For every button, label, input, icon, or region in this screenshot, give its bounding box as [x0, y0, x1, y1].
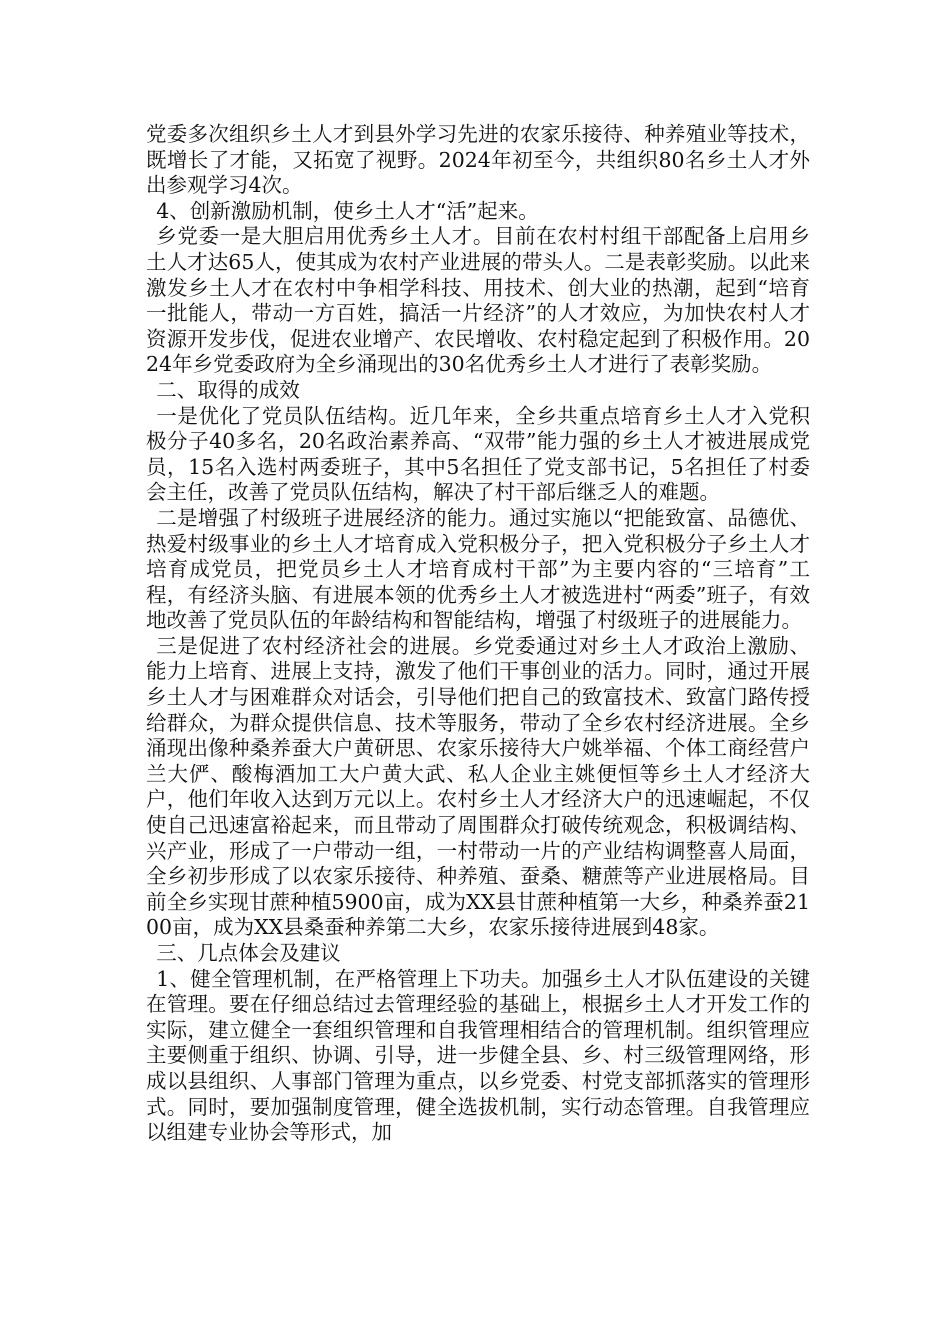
- heading-incentive-mechanism: 4、创新激励机制，使乡土人才“活”起来。: [156, 198, 539, 223]
- paragraph-talent-commendation: 乡党委一是大胆启用优秀乡土人才。目前在农村村组干部配备上启用乡土人才达65人，使其成为农村产业进展的带头人。二是表彰奖励。以此来激发乡土人才在农村中争相学科技、用技术、创大业的热潮，起到“培育一批能人，带动一方百姓，搞活一片经济”的人才效应，为加快农村人才资源开发步伐，促进农业增产、农民增收、农村稳定起到了积极作用。2024年乡党委政府为全乡涌现出的30名优秀乡土人才进行了表彰奖励。: [146, 224, 810, 377]
- paragraph-study-trips: 党委多次组织乡土人才到县外学习先进的农家乐接待、种养殖业等技术，既增长了才能，又拓宽了视野。2024年初至今，共组织80名乡土人才外出参观学习4次。: [146, 122, 810, 198]
- heading-suggestions: 三、几点体会及建议: [156, 941, 341, 965]
- paragraph-management-mechanism: 1、健全管理机制，在严格管理上下功夫。加强乡土人才队伍建设的关键在管理。要在仔细总结过去管理经验的基础上，根据乡土人才开发工作的实际，建立健全一套组织管理和自我管理相结合的管理机制。组织管理应主要侧重于组织、协调、引导，进一步健全县、乡、村三级管理网络，形成以县组织、人事部门管理为重点，以乡党委、村党支部抓落实的管理形式。同时，要加强制度管理，健全选拔机制，实行动态管理。自我管理应以组建专业协会等形式，加: [146, 966, 810, 1145]
- paragraph-rural-economy: 三是促进了农村经济社会的进展。乡党委通过对乡土人才政治上激励、能力上培育、进展上支持，激发了他们干事创业的活力。同时，通过开展乡土人才与困难群众对话会，引导他们把自己的致富技术、致富门路传授给群众，为群众提供信息、技术等服务，带动了全乡农村经济进展。全乡涌现出像种桑养蚕大户黄研思、农家乐接待大户姚举福、个体工商经营户兰大俨、酸梅酒加工大户黄大武、私人企业主姚便恒等乡土人才经济大户，他们年收入达到万元以上。农村乡土人才经济大户的迅速崛起，不仅使自己迅速富裕起来，而且带动了周围群众打破传统观念，积极调结构、兴产业，形成了一户带动一组，一村带动一片的产业结构调整喜人局面，全乡初步形成了以农家乐接待、种养殖、蚕桑、糖蔗等产业进展格局。目前全乡实现甘蔗种植5900亩，成为XX县甘蔗种植第一大乡，种桑养蚕2100亩，成为XX县桑蚕种养第二大乡，农家乐接待进展到48家。: [146, 633, 810, 940]
- paragraph-party-structure: 一是优化了党员队伍结构。近几年来，全乡共重点培育乡土人才入党积极分子40多名，20名政治素养高、“双带”能力强的乡土人才被进展成党员，15名入选村两委班子，其中5名担任了党支部书记，5名担任了村委会主任，改善了党员队伍结构，解决了村干部后继乏人的难题。: [146, 403, 810, 505]
- paragraph-village-leadership: 二是增强了村级班子进展经济的能力。通过实施以“把能致富、品德优、热爱村级事业的乡土人才培育成入党积极分子，把入党积极分子乡土人才培育成党员，把党员乡土人才培育成村干部”为主要内容的“三培育”工程，有经济头脑、有进展本领的优秀乡土人才被选进村“两委”班子，有效地改善了党员队伍的年龄结构和智能结构，增强了村级班子的进展能力。: [146, 505, 810, 633]
- document-page: [146, 122, 810, 1146]
- heading-achievements: 二、取得的成效: [156, 377, 300, 402]
